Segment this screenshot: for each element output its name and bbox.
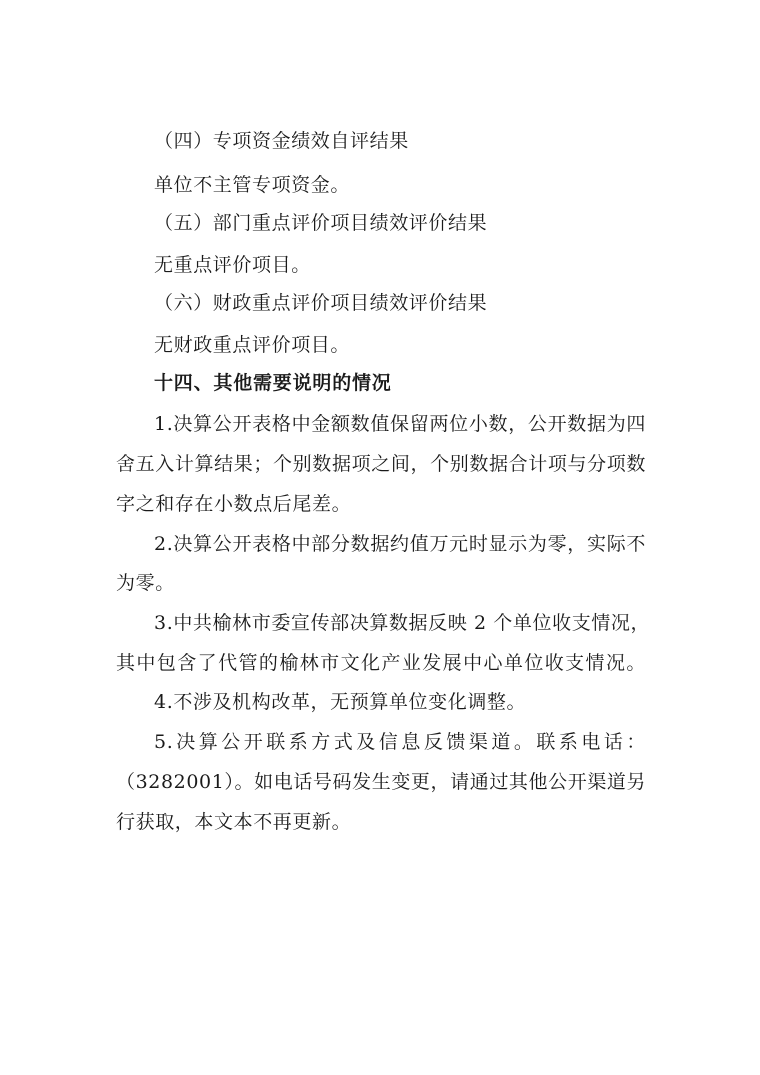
section-6-body: 无财政重点评价项目。 <box>154 334 351 356</box>
item-5-line-2: （3282001）。如电话号码发生变更，请通过其他公开渠道另 <box>116 771 647 793</box>
section-5-body: 无重点评价项目。 <box>154 254 311 276</box>
section-4-body: 单位不主管专项资金。 <box>154 174 351 196</box>
item-3-line-2: 其中包含了代管的榆林市文化产业发展中心单位收支情况。 <box>116 652 646 674</box>
item-2-line-2: 为零。 <box>116 572 175 594</box>
item-3-line-1: 3.中共榆林市委宣传部决算数据反映 2 个单位收支情况， <box>154 612 651 634</box>
section-5-title: （五）部门重点评价项目绩效评价结果 <box>154 212 488 234</box>
item-1-line-3: 字之和存在小数点后尾差。 <box>116 493 352 515</box>
item-1-line-2: 舍五入计算结果；个别数据项之间，个别数据合计项与分项数 <box>116 453 646 475</box>
item-5-line-1: 5.决算公开联系方式及信息反馈渠道。联系电话： <box>154 731 646 753</box>
item-2-line-1: 2.决算公开表格中部分数据约值万元时显示为零，实际不 <box>154 533 646 555</box>
section-4-title: （四）专项资金绩效自评结果 <box>154 130 409 152</box>
item-5-line-3: 行获取，本文本不再更新。 <box>116 811 352 833</box>
chapter-14-title: 十四、其他需要说明的情况 <box>154 372 392 394</box>
item-1-line-1: 1.决算公开表格中金额数值保留两位小数，公开数据为四 <box>154 413 646 435</box>
section-6-title: （六）财政重点评价项目绩效评价结果 <box>154 292 488 314</box>
item-4-line-1: 4.不涉及机构改革，无预算单位变化调整。 <box>154 691 527 713</box>
